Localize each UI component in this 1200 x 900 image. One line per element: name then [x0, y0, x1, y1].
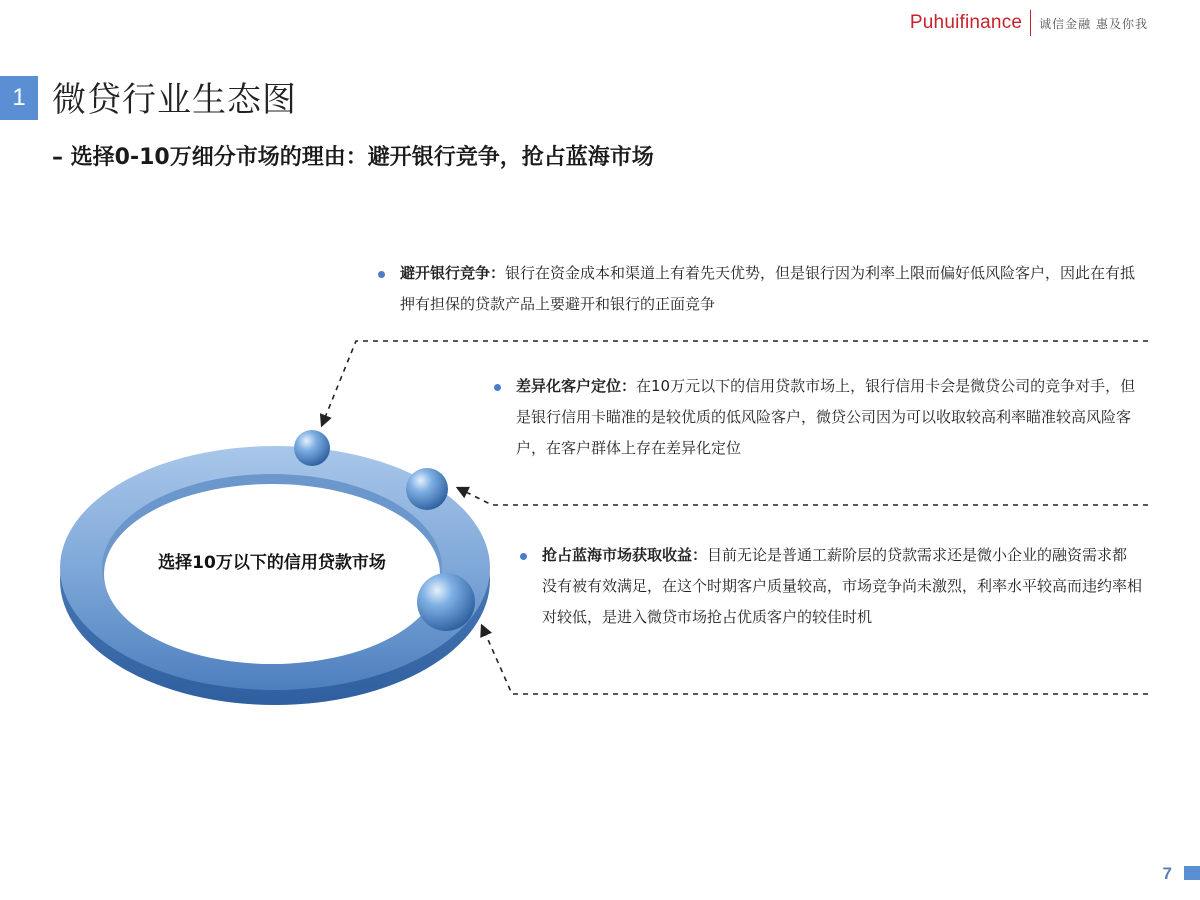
page-title: 微贷行业生态图 [52, 80, 297, 120]
point-body: 银行在资金成本和渠道上有着先天优势，但是银行因为利率上限而偏好低风险客户，因此在有抵押有担保的贷款产品上要避开和银行的正面竞争 [400, 264, 1136, 313]
point-blue-ocean-market [542, 540, 1142, 633]
page-tab-marker [1184, 866, 1200, 880]
page-subtitle: – 选择0-10万细分市场的理由：避开银行竞争，抢占蓝海市场 [52, 145, 654, 170]
point-head: 差异化客户定位： [516, 377, 637, 395]
brand-slogan: 诚信金融 惠及你我 [1039, 16, 1148, 31]
ring-label: 选择10万以下的信用贷款市场 [158, 553, 386, 573]
page-number: 7 [1162, 864, 1172, 883]
sphere-3 [417, 573, 475, 631]
point-body: 目前无论是普通工薪阶层的贷款需求还是微小企业的融资需求都没有被有效满足，在这个时期客户质量较高，市场竞争尚未激烈，利率水平较高而违约率相对较低，是进入微贷市场抢占优质客户的较佳时机 [542, 546, 1143, 626]
point-head: 避开银行竞争： [400, 264, 506, 282]
bullet-dot [520, 553, 527, 560]
sphere-1 [294, 430, 330, 466]
bullet-dot [494, 384, 501, 391]
connector-line-2 [458, 488, 1148, 505]
section-number: 1 [0, 76, 38, 120]
ring-hole [104, 484, 440, 664]
sphere-2 [406, 468, 448, 510]
point-differentiated-positioning [516, 371, 1146, 464]
point-head: 抢占蓝海市场获取收益： [542, 546, 708, 564]
point-avoid-bank-competition [400, 258, 1150, 320]
point-body: 在10万元以下的信用贷款市场上，银行信用卡会是微贷公司的竞争对手，但是银行信用卡瞄准的是较优质的低风险客户，微贷公司因为可以收取较高利率瞄准较高风险客户，在客户群体上存在差异化定位 [516, 377, 1136, 457]
bullet-dot [378, 271, 385, 278]
brand-name: Puhuifinance [909, 12, 1023, 33]
connector-line-3 [482, 626, 1148, 694]
